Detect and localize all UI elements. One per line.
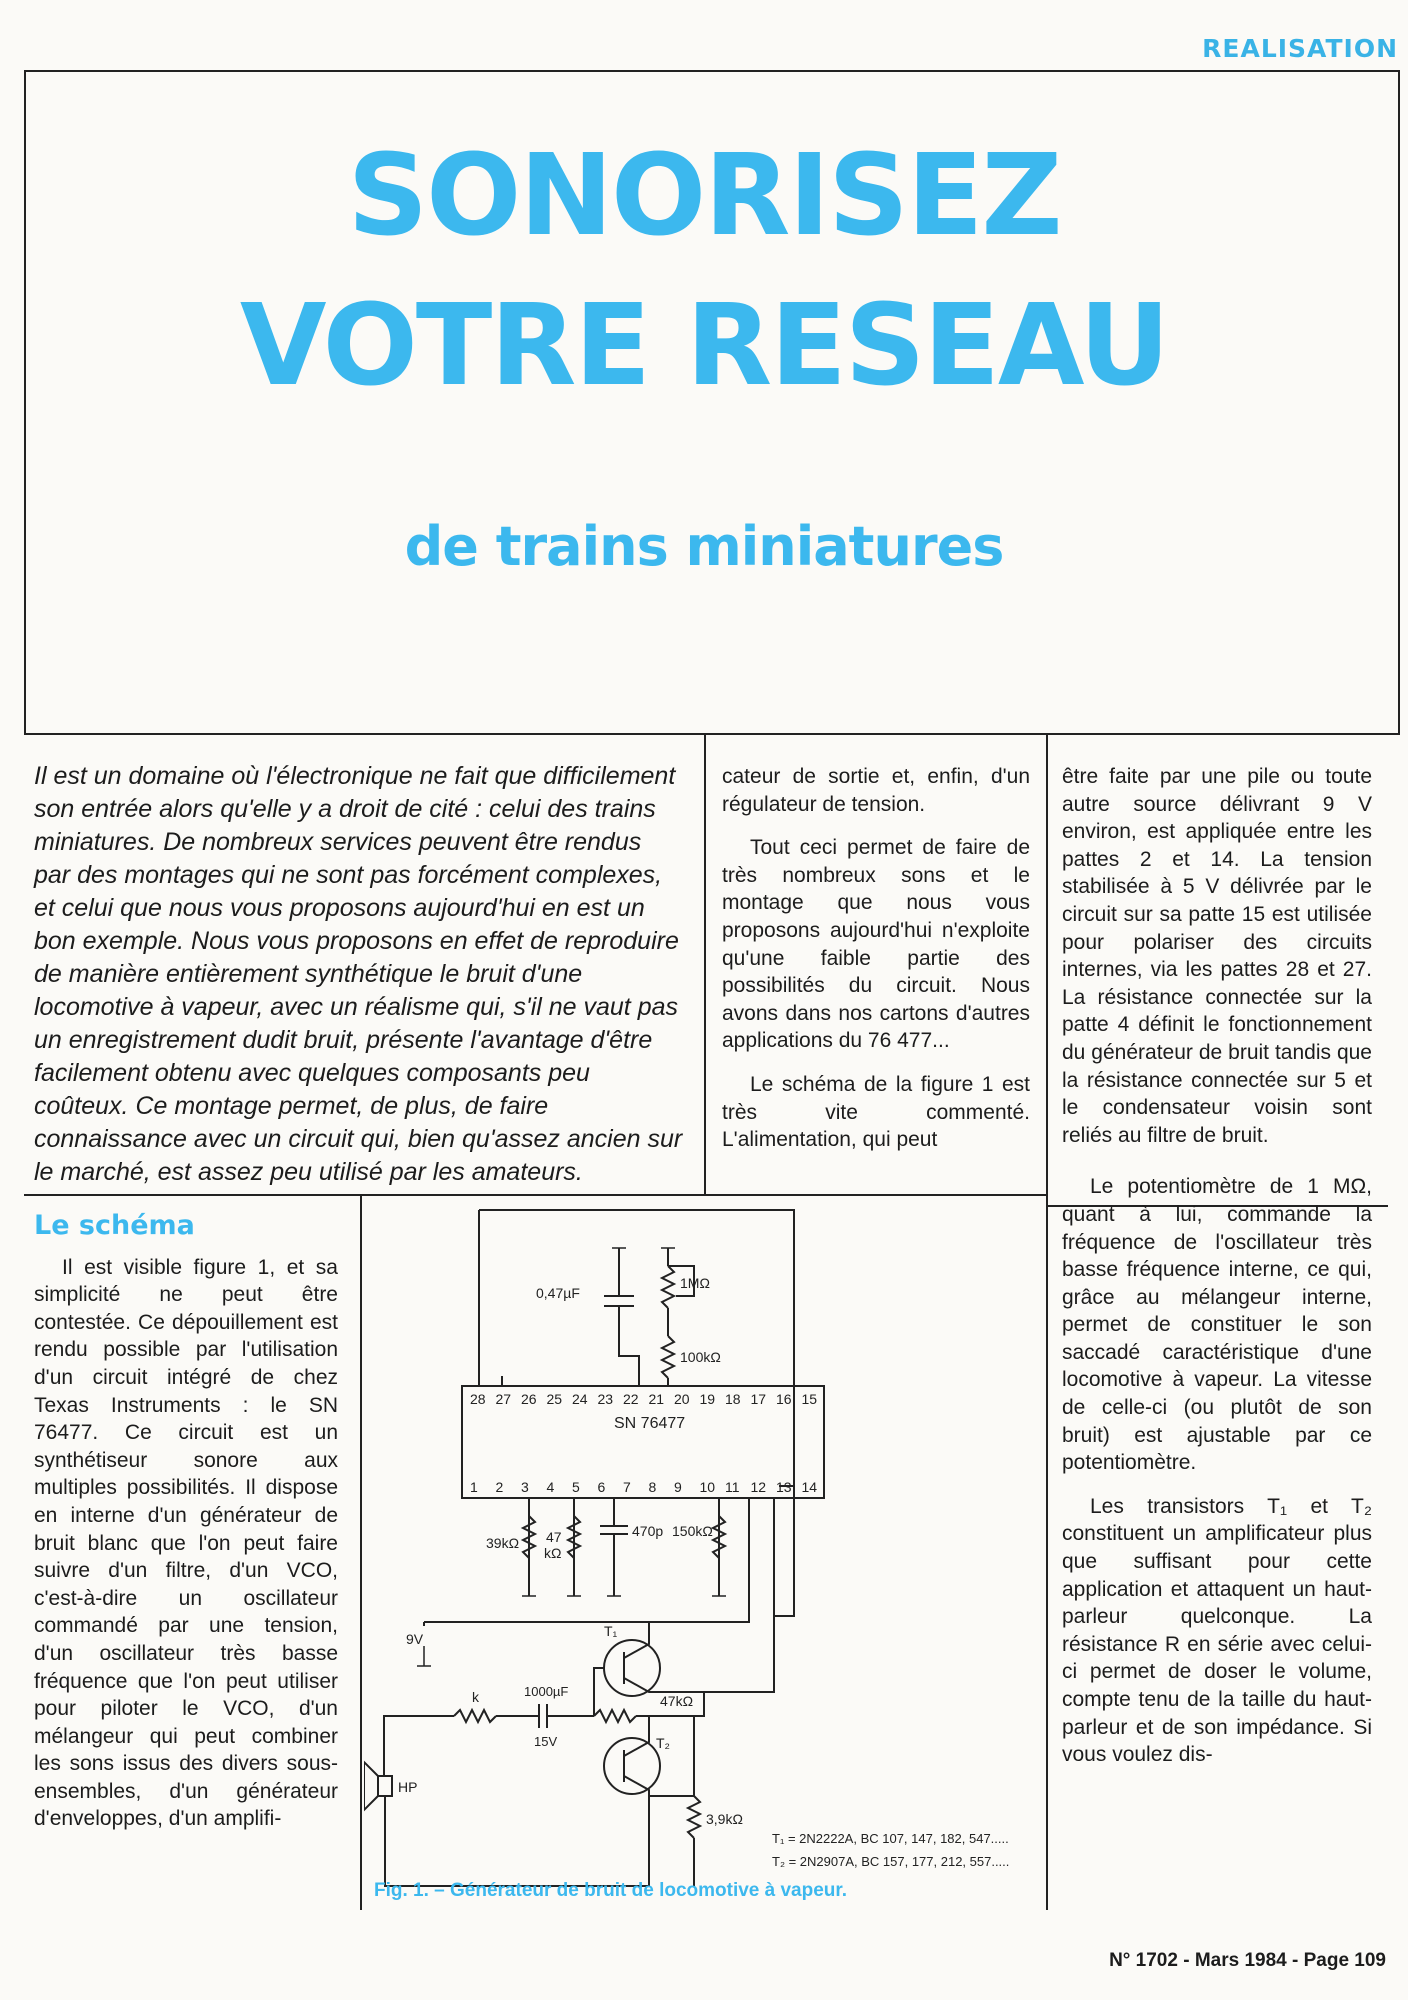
pin-bottom-4: 4 — [546, 1479, 555, 1495]
label-150k: 150kΩ — [672, 1523, 713, 1539]
label-pot: 1MΩ — [680, 1275, 710, 1291]
transistor-t1 — [604, 1640, 660, 1696]
label-9v: 9V — [406, 1631, 424, 1647]
label-100k: 100kΩ — [680, 1349, 721, 1365]
rule-top — [24, 733, 1400, 735]
col-left-text: Il est visible figure 1, et sa simplicité ne peut être contestée. Ce dépouillement est rendu possible par l'utilisation d'un circuit intégré de chez Texas Instruments : le SN 76477. Ce circuit est un synthétiseur sonore aux multiples possibilités. Il dispose en interne d'un générateur de bruit blanc que l'on peut faire suivre d'un filtre, d'un VCO, c'est-à-dire un oscillateur commandé par une tension, d'un oscillateur très basse fréquence que l'on peut utiliser pour piloter le VCO, d'un mélangeur qui peut combiner les sons issus des divers sous-ensembles, d'un générateur d'enveloppes, d'un amplifi- — [34, 1255, 338, 1831]
col-right-p1: être faite par une pile ou toute autre source délivrant 9 V environ, est appliquée entre les pattes 2 et 14. La tension stabilisée à 5 V délivrée par le circuit sur sa patte 15 est utilisée pour polariser des circuits internes, via les pattes 28 et 27. La résistance connectée sur la patte 4 définit le fonctionnement du générateur de bruit tandis que la résistance connectée sur 5 et le condensateur voisin sont reliés au filtre de bruit. — [1062, 765, 1372, 1147]
label-47-b: kΩ — [544, 1545, 562, 1561]
col-mid-p1: cateur de sortie et, enfin, d'un régulateur de tension. — [722, 765, 1030, 816]
pin-bottom-11: 11 — [725, 1479, 740, 1495]
chip-body — [462, 1386, 824, 1498]
pin-bottom-6: 6 — [597, 1479, 606, 1495]
pin-bottom-5: 5 — [572, 1479, 580, 1495]
pin-bottom-9: 9 — [674, 1479, 682, 1495]
pin-top-15: 15 — [801, 1391, 818, 1407]
section-heading-schema: Le schéma — [34, 1210, 195, 1241]
chip-label: SN 76477 — [614, 1415, 686, 1432]
rule-v-intro — [704, 735, 706, 1195]
pin-top-21: 21 — [648, 1391, 665, 1407]
pin-bottom-8: 8 — [648, 1479, 657, 1495]
pin-top-17: 17 — [750, 1391, 767, 1407]
pin-top-19: 19 — [699, 1391, 716, 1407]
rule-v-right — [1046, 735, 1048, 1195]
label-t1-list: T₁ = 2N2222A, BC 107, 147, 182, 547..... — [772, 1831, 1009, 1846]
section-label: REALISATION — [1202, 34, 1398, 63]
resistor-100k — [662, 1336, 674, 1378]
resistor-k — [454, 1710, 496, 1722]
pin-bottom-12: 12 — [750, 1479, 767, 1495]
label-k: k — [472, 1689, 479, 1705]
pin-top-24: 24 — [572, 1391, 588, 1407]
label-47-a: 47 — [546, 1529, 562, 1545]
pin-bottom-14: 14 — [801, 1479, 818, 1495]
label-c047: 0,47µF — [536, 1285, 580, 1301]
pin-top-28: 28 — [470, 1391, 486, 1407]
col-right-p3: Les transistors T₁ et T₂ constituent un amplificateur plus que suffisant pour cette application et attaquent un haut-parleur quelconque. La résistance R en série avec celui-ci permet de doser le volume, compte tenu de la taille du haut-parleur et de son impédance. Si vous voulez dis- — [1062, 1494, 1372, 1767]
label-39k: 39kΩ — [486, 1535, 520, 1551]
label-3-9k: 3,9kΩ — [706, 1811, 743, 1827]
title-line-1: SONORISEZ — [347, 131, 1061, 261]
figure-caption: Fig. 1. – Générateur de bruit de locomotive à vapeur. — [374, 1880, 848, 1901]
pin-top-27: 27 — [495, 1391, 512, 1407]
col-right-p2: Le potentiomètre de 1 MΩ, quant à lui, commande la fréquence de l'oscillateur très basse fréquence interne, ce qui, grâce au mélangeur interne, permet de constituer le son saccadé caractéristique d'une locomotive à vapeur. La vitesse de celle-ci (ou plutôt de son bruit) est ajustable par ce potentiomètre. — [1062, 1175, 1372, 1475]
pin-top-26: 26 — [521, 1391, 537, 1407]
label-t2: T₂ — [656, 1735, 670, 1751]
page-footer: N° 1702 - Mars 1984 - Page 109 — [1109, 1950, 1386, 1971]
label-15v: 15V — [534, 1734, 558, 1749]
intro-paragraph: Il est un domaine où l'électronique ne fait que difficilement son entrée alors qu'elle y a droit de cité : celui des trains miniatures. De nombreux services peuvent être rendus par des montages qui ne sont pas forcément complexes, et celui que nous vous proposons aujourd'hui en est un bon exemple. Nous vous proposons en effet de reproduire de manière entièrement synthétique le bruit d'une locomotive à vapeur, avec un réalisme qui, s'il ne vaut pas un enregistrement dudit bruit, présente l'avantage d'être facilement obtenu avec quelques composants peu coûteux. Ce montage permet, de plus, de faire connaissance avec un circuit qui, bien qu'assez ancien sur le marché, est assez peu utilisé par les amateurs. — [34, 762, 683, 1186]
resistor-3-9k — [688, 1796, 700, 1838]
pin-bottom-1: 1 — [470, 1479, 478, 1495]
col-mid-p2: Tout ceci permet de faire de très nombreux sons et le montage que nous vous proposons aujourd'hui n'exploite qu'une faible partie des possibilités du circuit. Nous avons dans nos cartons d'autres applications du 76 477... — [722, 836, 1030, 1053]
column-right — [1062, 763, 1372, 1785]
column-middle — [722, 763, 1030, 1170]
pin-top-20: 20 — [674, 1391, 690, 1407]
pin-bottom-3: 3 — [521, 1479, 529, 1495]
rule-v-fig-left — [360, 1194, 362, 1910]
pin-top-18: 18 — [725, 1391, 741, 1407]
pin-top-23: 23 — [597, 1391, 614, 1407]
label-t1: T₁ — [604, 1623, 618, 1639]
pin-bottom-13: 13 — [776, 1479, 792, 1495]
title-line-2: VOTRE RESEAU — [239, 281, 1169, 411]
pot-resistor — [662, 1266, 674, 1308]
wire-frame — [479, 1210, 794, 1486]
transistor-t2 — [604, 1738, 660, 1794]
pin-top-25: 25 — [546, 1391, 563, 1407]
label-470p: 470p — [632, 1523, 664, 1539]
column-left — [34, 1212, 338, 1849]
subtitle: de trains miniatures — [404, 515, 1004, 578]
schematic-figure — [364, 1196, 1024, 1910]
label-1000uf: 1000µF — [524, 1684, 569, 1699]
pin-bottom-7: 7 — [623, 1479, 631, 1495]
label-t2-list: T₂ = 2N2907A, BC 157, 177, 212, 557..... — [772, 1854, 1010, 1869]
pin-top-16: 16 — [776, 1391, 792, 1407]
pin-bottom-10: 10 — [699, 1479, 716, 1495]
speaker-hp — [378, 1776, 392, 1796]
rule-v-fig-right — [1046, 1194, 1048, 1910]
label-hp: HP — [398, 1779, 418, 1795]
label-47k: 47kΩ — [660, 1693, 694, 1709]
wire-frame-right — [774, 1486, 794, 1616]
pin-top-22: 22 — [623, 1391, 639, 1407]
col-mid-p3: Le schéma de la figure 1 est très vite commenté. L'alimentation, qui peut — [722, 1072, 1030, 1152]
resistor-47k — [594, 1710, 636, 1722]
pin-bottom-2: 2 — [495, 1479, 504, 1495]
